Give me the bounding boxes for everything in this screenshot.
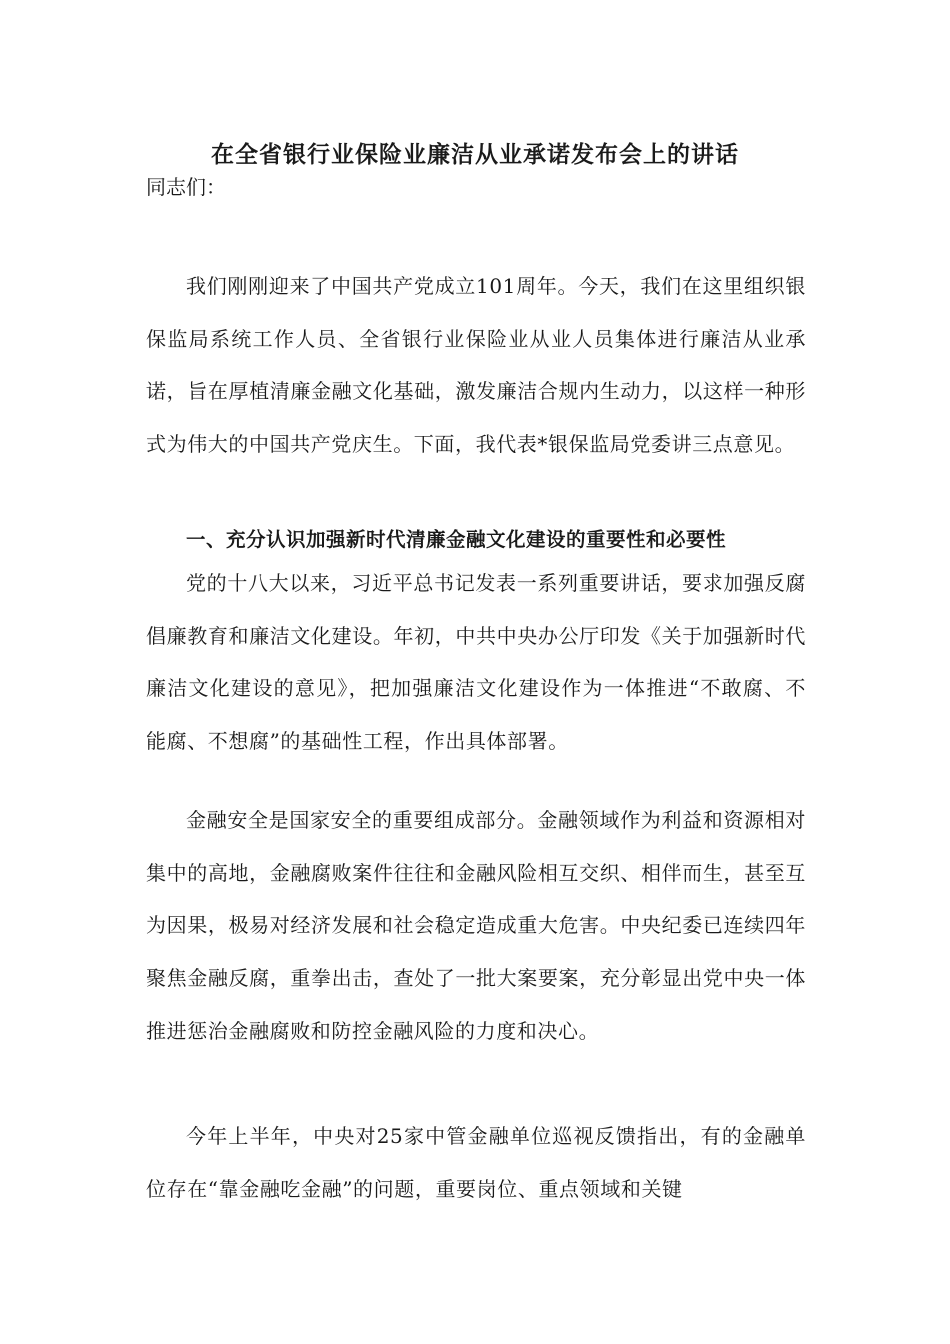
- salutation: 同志们：: [146, 175, 226, 199]
- paragraph-intro: 我们刚刚迎来了中国共产党成立101周年。今天，我们在这里组织银保监局系统工作人员、全省银行业保险业从业人员集体进行廉洁从业承诺，旨在厚植清廉金融文化基础，激发廉洁合规内生动力，以这样一种形式为伟大的中国共产党庆生。下面，我代表*银保监局党委讲三点意见。: [146, 274, 806, 457]
- paragraph-inspection: 今年上半年，中央对25家中管金融单位巡视反馈指出，有的金融单位存在“靠金融吃金融”的问题，重要岗位、重点领域和关键: [146, 1124, 806, 1201]
- paragraph-background: 党的十八大以来，习近平总书记发表一系列重要讲话，要求加强反腐倡廉教育和廉洁文化建设。年初，中共中央办公厅印发《关于加强新时代廉洁文化建设的意见》，把加强廉洁文化建设作为一体推进“不敢腐、不能腐、不想腐”的基础性工程，作出具体部署。: [146, 571, 806, 754]
- document-title: 在全省银行业保险业廉洁从业承诺发布会上的讲话: [211, 142, 739, 168]
- section-heading-1: 一、充分认识加强新时代清廉金融文化建设的重要性和必要性: [186, 528, 727, 551]
- paragraph-financial-security: 金融安全是国家安全的重要组成部分。金融领域作为利益和资源相对集中的高地，金融腐败案件往往和金融风险相互交织、相伴而生，甚至互为因果，极易对经济发展和社会稳定造成重大危害。中央纪委已连续四年聚焦金融反腐，重拳出击，查处了一批大案要案，充分彰显出党中央一体推进惩治金融腐败和防控金融风险的力度和决心。: [146, 808, 806, 1043]
